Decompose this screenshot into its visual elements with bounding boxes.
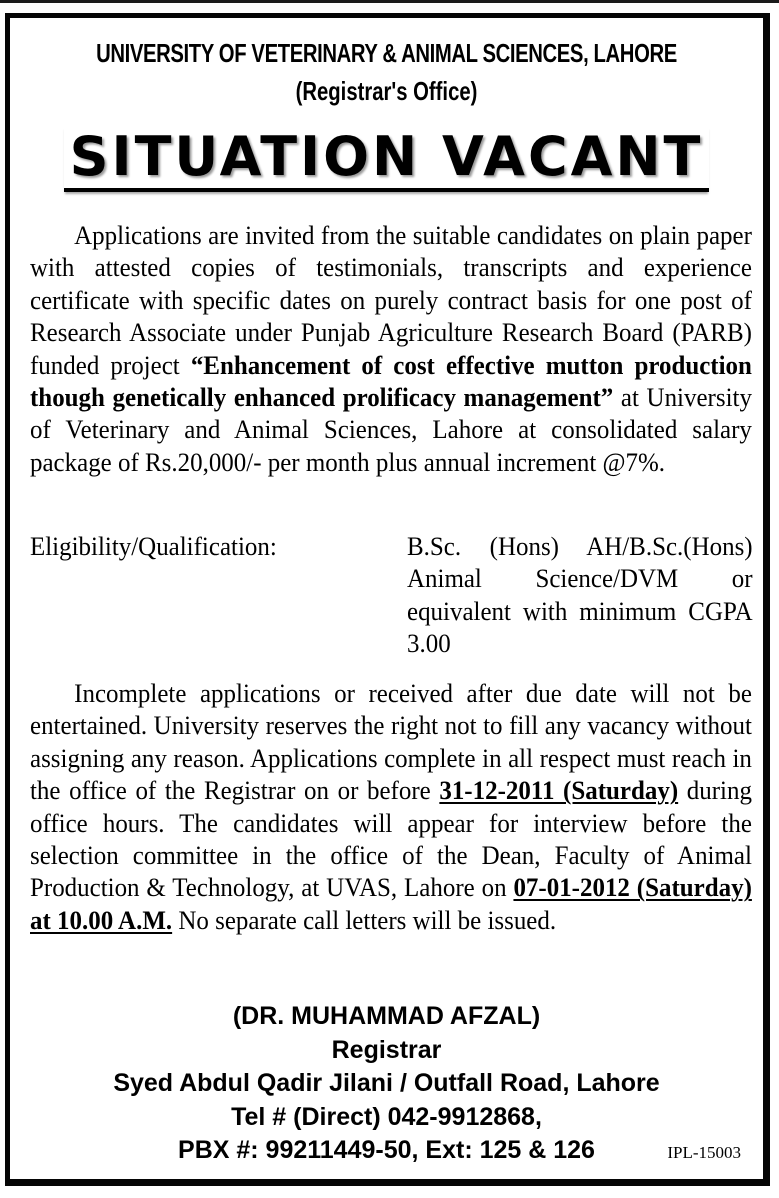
office-name: (Registrar's Office) (295, 76, 478, 106)
office-address: Syed Abdul Qadir Jilani / Outfall Road, Lahore (113, 1069, 660, 1097)
reference-code: IPL-15003 (667, 1143, 741, 1162)
pbx-telephone: PBX #: 99211449-50, Ext: 125 & 126 (178, 1136, 595, 1164)
direct-telephone: Tel # (Direct) 042-9912868, (231, 1102, 542, 1131)
advertisement-frame (5, 13, 770, 1186)
registrar-designation: Registrar (331, 1035, 442, 1064)
signature-block (10, 1000, 763, 1168)
project-title: “Enhancement of cost effective mutton production though genetically enhanced prolificacy management” (30, 350, 752, 413)
conditions-text-part1: Incomplete applications or received after due date will not be entertained. University reserves the right not to fill any vacancy without assigning any reason. Applications complete in all respect must reach in the office of the Registrar on or before (30, 679, 752, 806)
conditions-paragraph (30, 678, 752, 937)
intro-text-part1: Applications are invited from the suitable candidates on plain paper with attested copies of testimonials, transcripts and experience certificate with specific dates on purely contract basis for one post of Research Associate under Punjab Agriculture Research Board (PARB) funded project (30, 221, 752, 380)
intro-paragraph (30, 220, 752, 479)
conditions-text-part3: No separate call letters will be issued. (172, 905, 557, 935)
eligibility-value: B.Sc. (Hons) AH/B.Sc.(Hons) Animal Science/DVM or equivalent with minimum CGPA 3.00 (407, 532, 753, 659)
application-deadline: 31-12-2011 (Saturday) (439, 776, 679, 806)
eligibility-label: Eligibility/Qualification: (30, 532, 277, 561)
ad-title: SITUATION VACANT (64, 126, 710, 192)
interview-date: 07-01-2012 (Saturday) at 10.00 A.M. (30, 873, 752, 935)
registrar-name: (DR. MUHAMMAD AFZAL) (232, 1002, 541, 1030)
title-container (30, 126, 743, 192)
top-border-stripe (0, 0, 779, 3)
institution-name: UNIVERSITY OF VETERINARY & ANIMAL SCIENCES, LAHORE (96, 38, 677, 68)
intro-text-part2: at University of Veterinary and Animal Sciences, Lahore at consolidated salary package of Rs.20,000/- per month plus annual increment @7%. (30, 383, 752, 477)
conditions-text-part2: during office hours. The candidates will appear for interview before the selection committee in the office of the Dean, Faculty of Animal Production & Technology, at UVAS, Lahore on (30, 776, 752, 903)
